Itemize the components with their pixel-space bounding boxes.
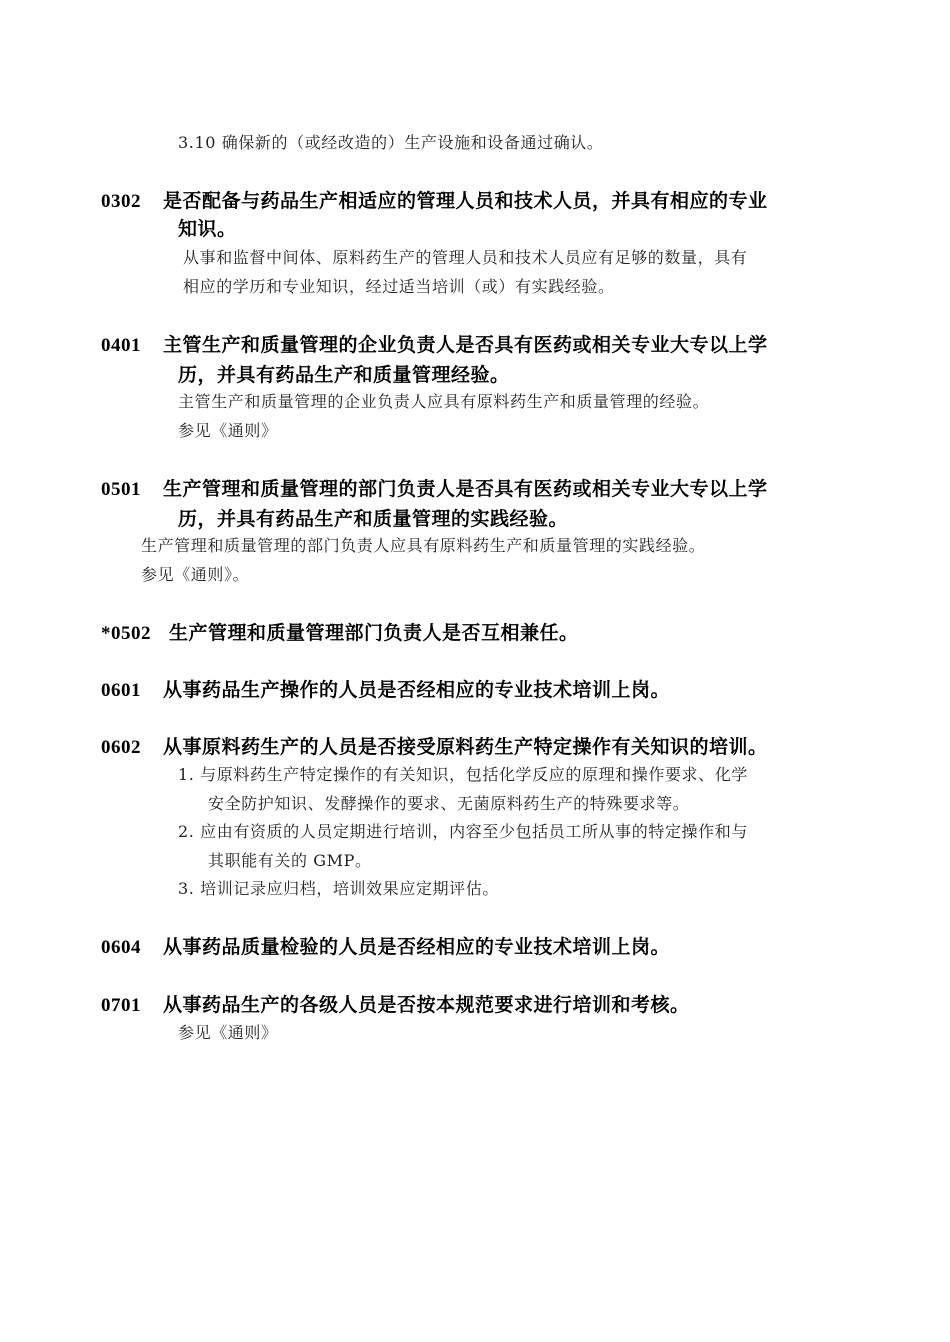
- section-code: 0701: [101, 995, 141, 1016]
- section-title: 是否配备与药品生产相适应的管理人员和技术人员，并具有相应的专业: [163, 190, 768, 212]
- section-heading-0601: [101, 675, 670, 702]
- list-item-line: 1. 与原料药生产特定操作的有关知识，包括化学反应的原理和操作要求、化学: [178, 765, 748, 784]
- section-title-continuation: 知识。: [178, 218, 237, 240]
- section-body-line: 相应的学历和专业知识，经过适当培训（或）有实践经验。: [183, 277, 615, 296]
- section-title: 生产管理和质量管理的部门负责人是否具有医药或相关专业大专以上学: [163, 478, 768, 500]
- section-heading-0701: [101, 990, 690, 1017]
- list-item-line: 3. 培训记录应归档，培训效果应定期评估。: [178, 879, 499, 898]
- section-code: 0604: [101, 937, 141, 958]
- section-title-continuation: 历，并具有药品生产和质量管理经验。: [178, 364, 510, 386]
- section-title: 主管生产和质量管理的企业负责人是否具有医药或相关专业大专以上学: [163, 334, 768, 356]
- section-body-line: 参见《通则》: [178, 1023, 278, 1042]
- list-item-continuation: 其职能有关的 GMP。: [208, 851, 372, 870]
- section-body-line: 生产管理和质量管理的部门负责人应具有原料药生产和质量管理的实践经验。: [141, 536, 706, 555]
- section-body-line: 参见《通则》: [178, 421, 278, 440]
- section-heading-0401: [101, 330, 768, 357]
- section-code: 0302: [101, 191, 141, 212]
- section-heading-0604: [101, 932, 670, 959]
- section-title-continuation: 历，并具有药品生产和质量管理的实践经验。: [178, 508, 569, 530]
- section-heading-0501: [101, 474, 768, 501]
- list-item-continuation: 安全防护知识、发酵操作的要求、无菌原料药生产的特殊要求等。: [208, 794, 690, 813]
- section-code: 0401: [101, 335, 141, 356]
- section-heading-0502: [101, 618, 579, 645]
- list-item-line: 2. 应由有资质的人员定期进行培训，内容至少包括员工所从事的特定操作和与: [178, 822, 748, 841]
- section-code: 0501: [101, 479, 141, 500]
- section-title: 从事药品生产操作的人员是否经相应的专业技术培训上岗。: [163, 679, 671, 701]
- section-heading-0302: [101, 186, 768, 213]
- section-title: 生产管理和质量管理部门负责人是否互相兼任。: [169, 622, 579, 644]
- section-title: 从事药品质量检验的人员是否经相应的专业技术培训上岗。: [163, 936, 671, 958]
- section-title: 从事药品生产的各级人员是否按本规范要求进行培训和考核。: [163, 994, 690, 1016]
- section-body-line: 主管生产和质量管理的企业负责人应具有原料药生产和质量管理的经验。: [178, 392, 710, 411]
- section-code: *0502: [101, 623, 151, 644]
- section-title: 从事原料药生产的人员是否接受原料药生产特定操作有关知识的培训。: [163, 736, 768, 758]
- section-code: 0602: [101, 737, 141, 758]
- section-body-line: 从事和监督中间体、原料药生产的管理人员和技术人员应有足够的数量，具有: [183, 248, 748, 267]
- section-code: 0601: [101, 680, 141, 701]
- section-heading-0602: [101, 732, 768, 759]
- intro-line: 3.10 确保新的（或经改造的）生产设施和设备通过确认。: [178, 133, 604, 152]
- section-body-line: 参见《通则》。: [141, 565, 250, 584]
